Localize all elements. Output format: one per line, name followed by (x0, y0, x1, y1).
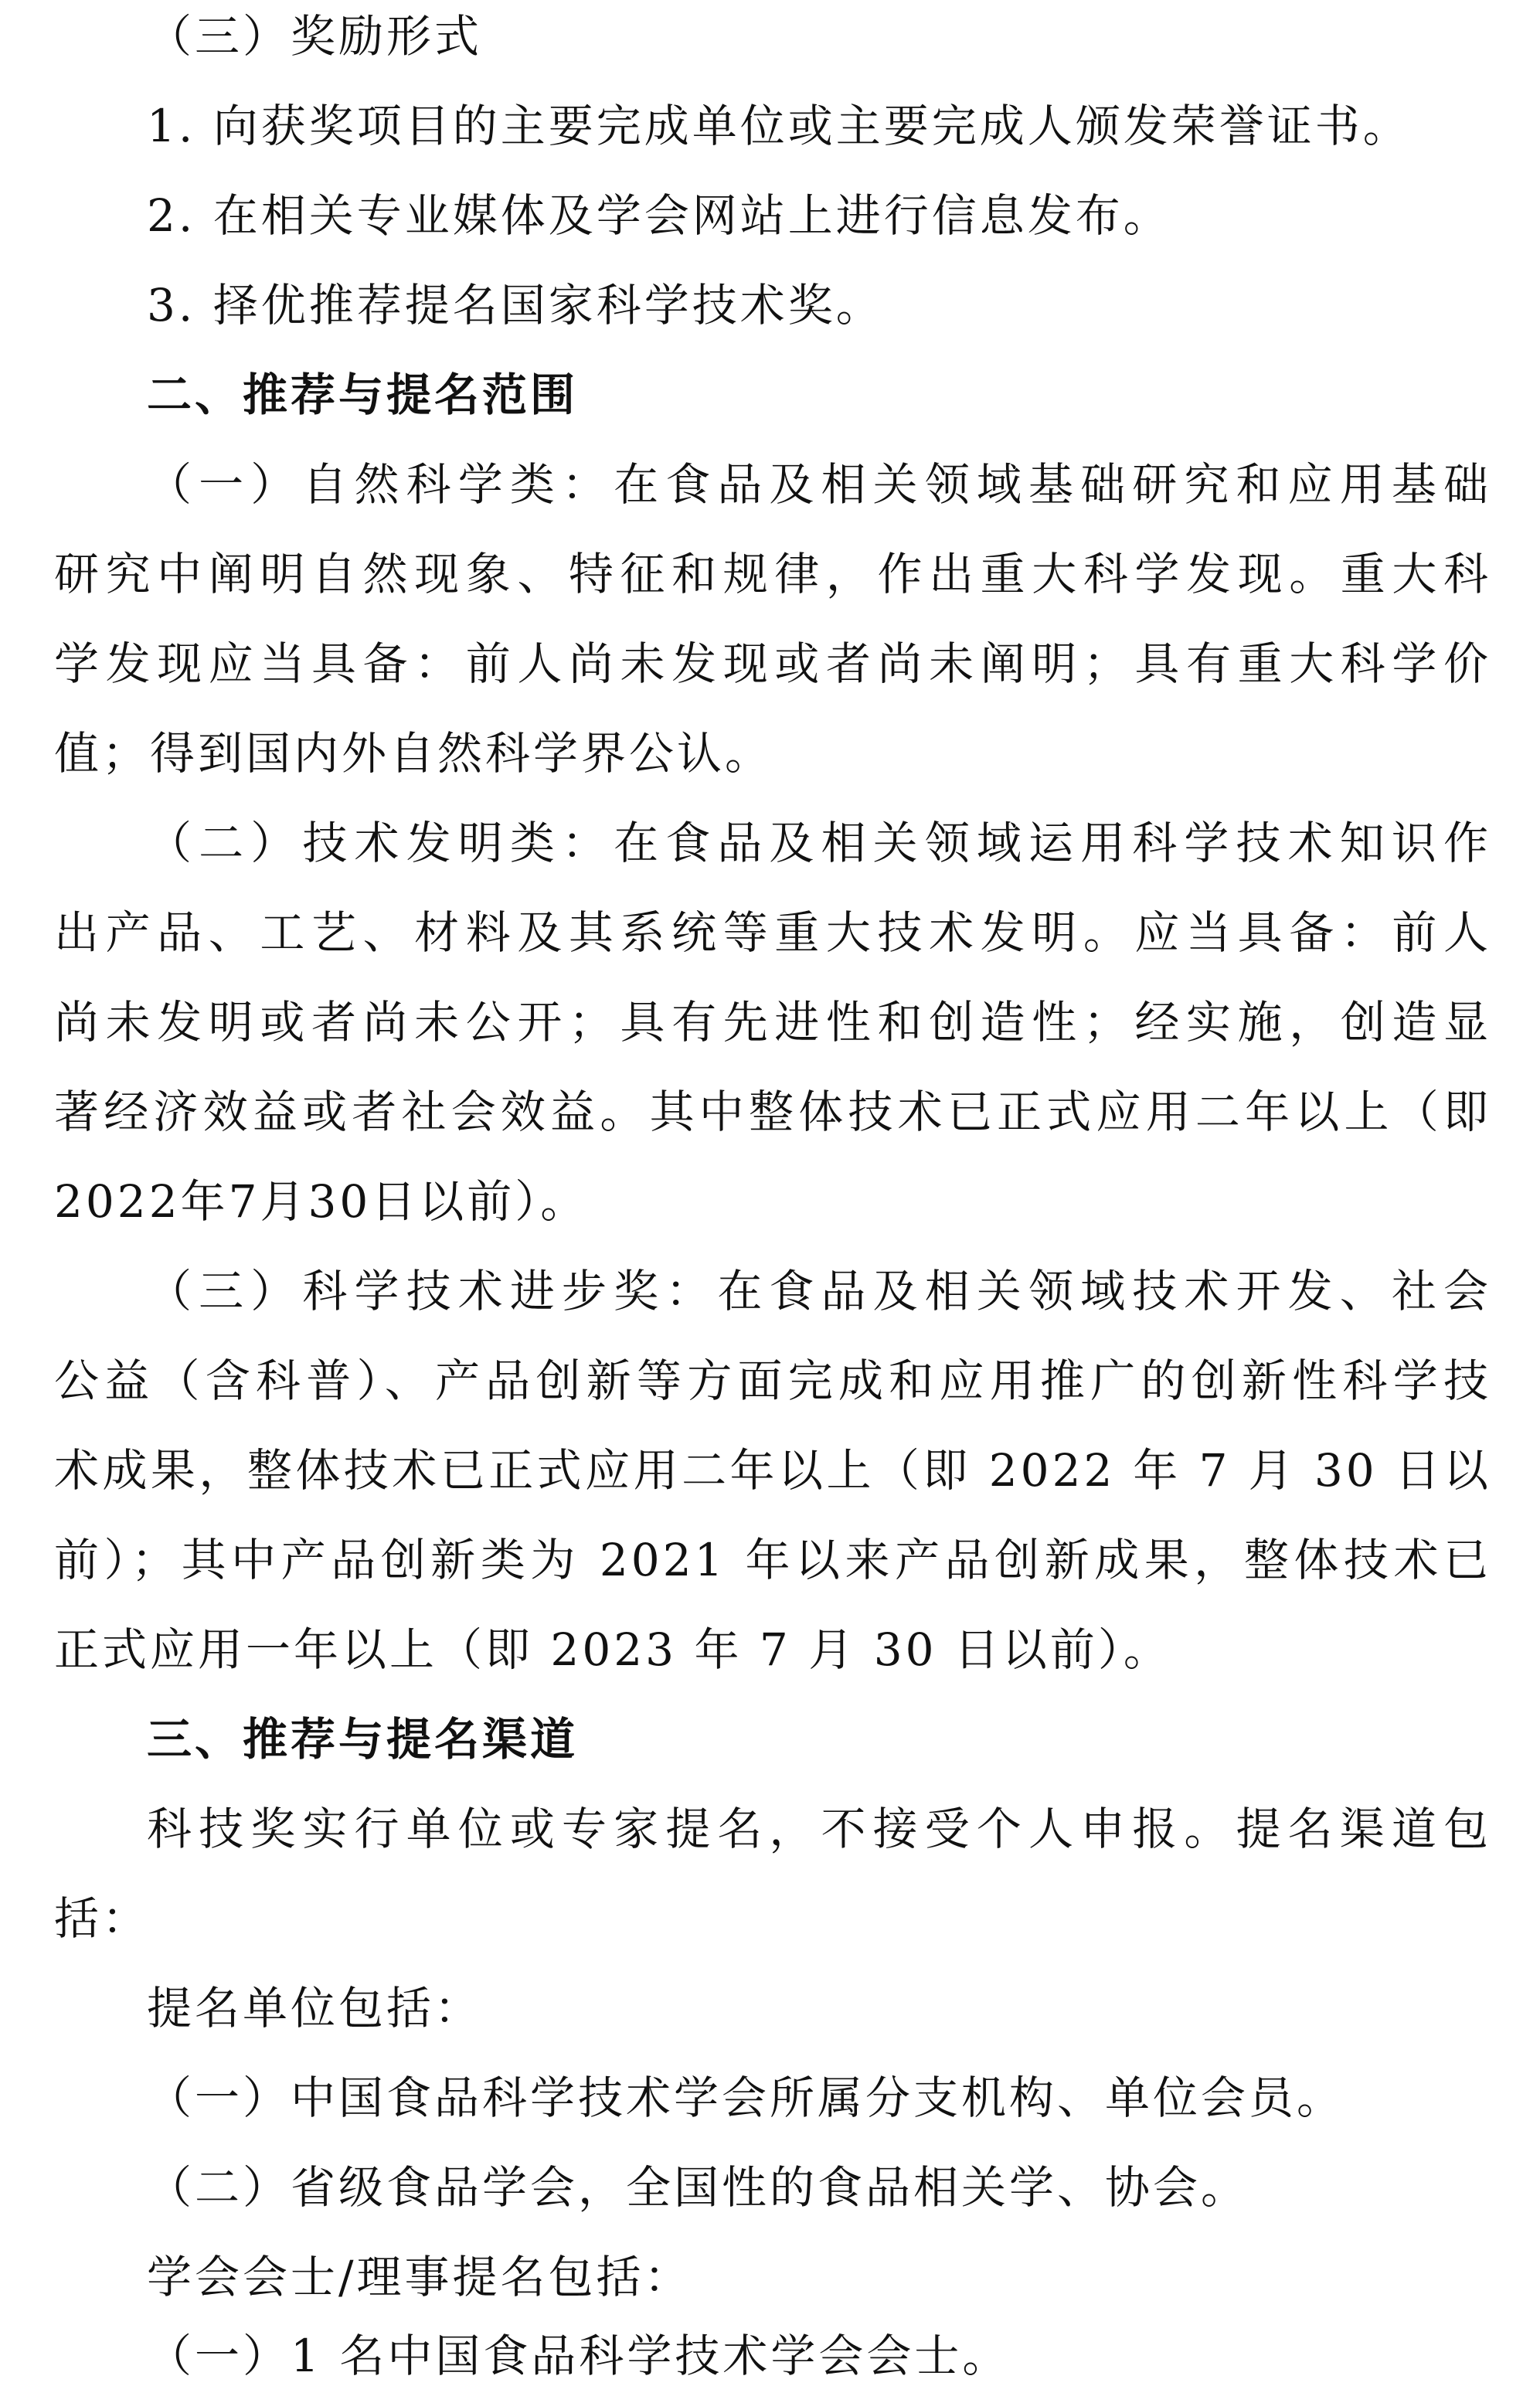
nominating-unit-item-1: （一）中国食品科学技术学会所属分支机构、单位会员。 (147, 2072, 1345, 2124)
reward-item-1: 1. 向获奖项目的主要完成单位或主要完成人颁发荣誉证书。 (147, 100, 1411, 152)
tech-invention-paragraph-line-1: （二）技术发明类：在食品及相关领域运用科学技术知识作 (147, 817, 1491, 869)
nominating-unit-item-2: （二）省级食品学会，全国性的食品相关学、协会。 (147, 2161, 1249, 2214)
progress-award-paragraph-line-3: 术成果，整体技术已正式应用二年以上（即 2022 年 7 月 30 日以 (54, 1444, 1491, 1497)
tech-invention-paragraph-line-2: 出产品、工艺、材料及其系统等重大技术发明。应当具备：前人 (54, 906, 1491, 959)
channels-paragraph-line-1: 科技奖实行单位或专家提名，不接受个人申报。提名渠道包 (147, 1803, 1491, 1855)
natural-science-paragraph-line-4: 值；得到国内外自然科学界公认。 (54, 727, 773, 780)
progress-award-paragraph-line-4: 前）；其中产品创新类为 2021 年以来产品创新成果，整体技术已 (54, 1534, 1491, 1586)
reward-item-3: 3. 择优推荐提名国家科学技术奖。 (147, 279, 884, 331)
natural-science-paragraph-line-2: 研究中阐明自然现象、特征和规律，作出重大科学发现。重大科 (54, 548, 1491, 600)
fellow-director-label: 学会会士/理事提名包括： (147, 2251, 692, 2303)
tech-invention-paragraph-line-4: 著经济效益或者社会效益。其中整体技术已正式应用二年以上（即 (54, 1086, 1491, 1138)
section-3-heading: 三、推荐与提名渠道 (147, 1713, 579, 1766)
nominating-units-label: 提名单位包括： (147, 1982, 483, 2034)
tech-invention-paragraph-line-5: 2022年7月30日以前）。 (54, 1175, 589, 1228)
fellow-item-1: （一）1 名中国食品科学技术学会会士。 (147, 2330, 1011, 2382)
reward-item-2: 2. 在相关专业媒体及学会网站上进行信息发布。 (147, 189, 1171, 242)
progress-award-paragraph-line-2: 公益（含科普）、产品创新等方面完成和应用推广的创新性科学技 (54, 1354, 1491, 1407)
section-2-heading: 二、推荐与提名范围 (147, 369, 579, 421)
progress-award-paragraph-line-1: （三）科学技术进步奖：在食品及相关领域技术开发、社会 (147, 1265, 1491, 1317)
natural-science-paragraph-line-3: 学发现应当具备：前人尚未发现或者尚未阐明；具有重大科学价 (54, 637, 1491, 690)
progress-award-paragraph-line-5: 正式应用一年以上（即 2023 年 7 月 30 日以前）。 (54, 1623, 1171, 1676)
section-reward-form-heading: （三）奖励形式 (147, 10, 483, 63)
channels-paragraph-line-2: 括： (54, 1892, 151, 1945)
tech-invention-paragraph-line-3: 尚未发明或者尚未公开；具有先进性和创造性；经实施，创造显 (54, 996, 1491, 1049)
natural-science-paragraph-line-1: （一）自然科学类：在食品及相关领域基础研究和应用基础 (147, 458, 1491, 511)
